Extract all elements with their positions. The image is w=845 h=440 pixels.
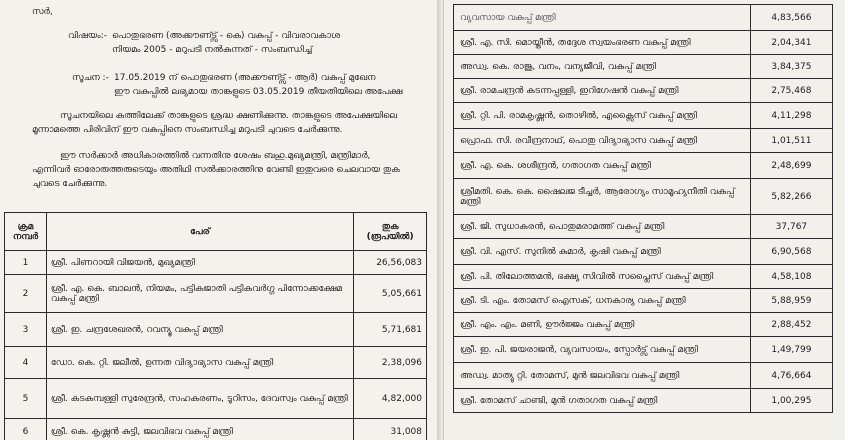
- table-row: [454, 389, 833, 413]
- table-row: [5, 379, 427, 419]
- row-amount: 2,75,468: [750, 79, 832, 103]
- row-name: ശ്രീ. കെ. കൃഷ്ണൻ കുട്ടി, ജലവിഭവ വകുപ്പ് മന്ത്രി: [46, 419, 353, 440]
- paragraph-2-line-3: ചുവടെ ചേർക്കുന്നു.: [32, 179, 108, 189]
- row-amount: 5,82,266: [750, 179, 832, 215]
- reference-line-2: ഈ വകുപ്പിൽ ലഭ്യമായ താങ്കളുടെ 03.05.2019 തീയതിയിലെ അപേക്ഷ: [114, 87, 403, 97]
- subject-line-1: പൊതുഭരണ (അക്കൗണ്ട്സ് - കെ) വകുപ്പ് - വിവരാവകാശ: [112, 31, 341, 41]
- subject-line-2: നിയമം 2005 - മറുപടി നൽകുന്നത് - സംബന്ധിച്ച്: [112, 45, 313, 55]
- expense-table-left: [4, 212, 427, 440]
- row-amount: 2,48,699: [750, 153, 832, 179]
- row-amount: 1,00,295: [750, 389, 832, 413]
- table-row: [454, 265, 833, 289]
- table-row: [454, 55, 833, 79]
- row-name: ശ്രീ. എ. സി. മൊയ്തീൻ, തദ്ദേശ സ്വയംഭരണ വകുപ്പ് മന്ത്രി: [454, 31, 751, 55]
- paragraph-2-line-1: ഈ സർക്കാർ അധികാരത്തിൽ വന്നതിനു ശേഷം ബഹു.മുഖ്യമന്ത്രി, മന്ത്രിമാർ,: [60, 151, 371, 161]
- reference-line-1: 17.05.2019 ന് പൊതുഭരണ (അക്കൗണ്ട്സ് - ആർ) വകുപ്പ് മുഖേന: [114, 73, 376, 83]
- table-header-row: [5, 213, 427, 251]
- table-row: [5, 347, 427, 379]
- row-amount: 2,04,341: [750, 31, 832, 55]
- row-amount: 4,82,000: [354, 379, 427, 419]
- row-amount: 5,88,959: [750, 289, 832, 313]
- reference-label: സൂചന :-: [72, 73, 109, 83]
- table-row: [454, 239, 833, 265]
- row-name: ശ്രീ. പിണറായി വിജയൻ, മുഖ്യമന്ത്രി: [46, 251, 353, 275]
- row-name: അഡ്വ. മാത്യു റ്റി. തോമസ്, മുൻ ജലവിഭവ വകുപ്പ് മന്ത്രി: [454, 363, 751, 389]
- table-row: [454, 153, 833, 179]
- table-row: [5, 251, 427, 275]
- row-name: ശ്രീ. എ. കെ. ബാലൻ, നിയമം, പട്ടികജാതി പട്ടികവർഗ്ഗ പിന്നോക്കക്ഷേമ വകുപ്പ് മന്ത്രി: [46, 275, 353, 313]
- paragraph-1-line-1: സൂചനയിലെ കത്തിലേക്ക് താങ്കളുടെ ശ്രദ്ധ ക്ഷണിക്കുന്നു. താങ്കളുടെ അപേക്ഷയിലെ: [60, 111, 398, 121]
- header-amount: തുക (രൂപയിൽ): [354, 213, 427, 251]
- row-name: ശ്രീ. ഇ. ചന്ദ്രശേഖരൻ, റവന്യൂ വകുപ്പ് മന്ത്രി: [46, 313, 353, 347]
- table-row: [5, 419, 427, 440]
- table-row: [454, 179, 833, 215]
- row-name: ശ്രീ. റ്റി. പി. രാമകൃഷ്ണൻ, തൊഴിൽ, എക്സൈസ് വകുപ്പ് മന്ത്രി: [454, 103, 751, 129]
- row-amount: 26,56,083: [354, 251, 427, 275]
- row-name: ശ്രീ. ടി. എം. തോമസ് ഐസക്, ധനകാര്യ വകുപ്പ് മന്ത്രി: [454, 289, 751, 313]
- table-row: [454, 313, 833, 337]
- salutation: സർ,: [32, 7, 53, 17]
- table-row: [454, 31, 833, 55]
- table-row: [454, 363, 833, 389]
- row-amount: 2,38,096: [354, 347, 427, 379]
- row-name: ശ്രീ. രാമചന്ദ്രൻ കടന്നപ്പള്ളി, ഇറിഗേഷൻ വകുപ്പ് മന്ത്രി: [454, 79, 751, 103]
- row-name: ശ്രീ. പി. തിലോത്തമൻ, ഭക്ഷ്യ സിവിൽ സപ്ലൈസ് വകുപ്പ് മന്ത്രി: [454, 265, 751, 289]
- row-amount: 31,008: [354, 419, 427, 440]
- row-amount: 3,84,375: [750, 55, 832, 79]
- table-row: [454, 337, 833, 363]
- expense-table-right: [453, 4, 833, 413]
- row-serial-no: 3: [5, 313, 47, 347]
- row-serial-no: 5: [5, 379, 47, 419]
- row-name: ശ്രീമതി. കെ. കെ. ഷൈലജ ടീച്ചർ, ആരോഗ്യം സാമൂഹ്യനീതി വകുപ്പ് മന്ത്രി: [454, 179, 751, 215]
- row-serial-no: 1: [5, 251, 47, 275]
- table-row: [454, 289, 833, 313]
- row-amount: 5,71,681: [354, 313, 427, 347]
- header-serial-no: ക്രമ നമ്പർ: [5, 213, 47, 251]
- row-serial-no: 6: [5, 419, 47, 440]
- row-name: ശ്രീ. എം. എം. മണി, ഊർജ്ജം വകുപ്പ് മന്ത്രി: [454, 313, 751, 337]
- row-amount: 1,49,799: [750, 337, 832, 363]
- table-row: [454, 129, 833, 153]
- row-name: ശ്രീ. ഇ. പി. ജയരാജൻ, വ്യവസായം, സ്പോർട്സ് വകുപ്പ് മന്ത്രി: [454, 337, 751, 363]
- row-name: അഡ്വ. കെ. രാജു, വനം, വന്യജീവി, വകുപ്പ് മന്ത്രി: [454, 55, 751, 79]
- row-name: ഡോ. കെ. റ്റി. ജലീൽ, ഉന്നത വിദ്യാഭ്യാസ വകുപ്പ് മന്ത്രി: [46, 347, 353, 379]
- row-name: ശ്രീ. ജി. സുധാകരൻ, പൊതുമരാമത്ത് വകുപ്പ് മന്ത്രി: [454, 215, 751, 239]
- row-name: ശ്രീ. എ. കെ. ശശീന്ദ്രൻ, ഗതാഗത വകുപ്പ് മന്ത്രി: [454, 153, 751, 179]
- row-serial-no: 4: [5, 347, 47, 379]
- row-amount: 2,88,452: [750, 313, 832, 337]
- row-amount: 4,58,108: [750, 265, 832, 289]
- subject-label: വിഷയം:-: [68, 31, 107, 41]
- row-name: പ്രൊഫ. സി. രവീന്ദ്രനാഥ്, പൊതു വിദ്യാഭ്യാസ വകുപ്പ് മന്ത്രി: [454, 129, 751, 153]
- paragraph-1-line-2: മൂന്നാമത്തെ പിരിവിന് ഈ വകുപ്പിനെ സംബന്ധിച്ച മറുപടി ചുവടെ ചേർക്കുന്നു.: [32, 125, 343, 135]
- row-name: ശ്രീ. തോമസ് ചാണ്ടി, മുൻ ഗതാഗത വകുപ്പ് മന്ത്രി: [454, 389, 751, 413]
- row-serial-no: 2: [5, 275, 47, 313]
- table-row: [5, 313, 427, 347]
- row-amount: 6,90,568: [750, 239, 832, 265]
- table-row: [454, 103, 833, 129]
- row-name: ശ്രീ. കടകമ്പള്ളി സുരേന്ദ്രൻ, സഹകരണം, ടൂറിസം, ദേവസ്വം വകുപ്പ് മന്ത്രി: [46, 379, 353, 419]
- table-row: [454, 5, 833, 31]
- row-amount: 4,83,566: [750, 5, 832, 31]
- row-amount: 5,05,661: [354, 275, 427, 313]
- header-name: പേര്: [46, 213, 353, 251]
- table-row: [5, 275, 427, 313]
- table-row: [454, 79, 833, 103]
- right-document-page: [443, 0, 845, 440]
- row-name: വ്യവസായ വകുപ്പ് മന്ത്രി: [454, 5, 751, 31]
- row-amount: 37,767: [750, 215, 832, 239]
- paragraph-2-line-2: എന്നിവർ ഓരോരുത്തരുടെയും അതിഥി സൽക്കാരത്തിനു വേണ്ടി ഇതുവരെ ചെലവായ തുക: [32, 165, 400, 175]
- row-amount: 1,01,511: [750, 129, 832, 153]
- row-amount: 4,76,664: [750, 363, 832, 389]
- table-row: [454, 215, 833, 239]
- row-amount: 4,11,298: [750, 103, 832, 129]
- row-name: ശ്രീ. വി. എസ്. സുനിൽ കുമാർ, കൃഷി വകുപ്പ് മന്ത്രി: [454, 239, 751, 265]
